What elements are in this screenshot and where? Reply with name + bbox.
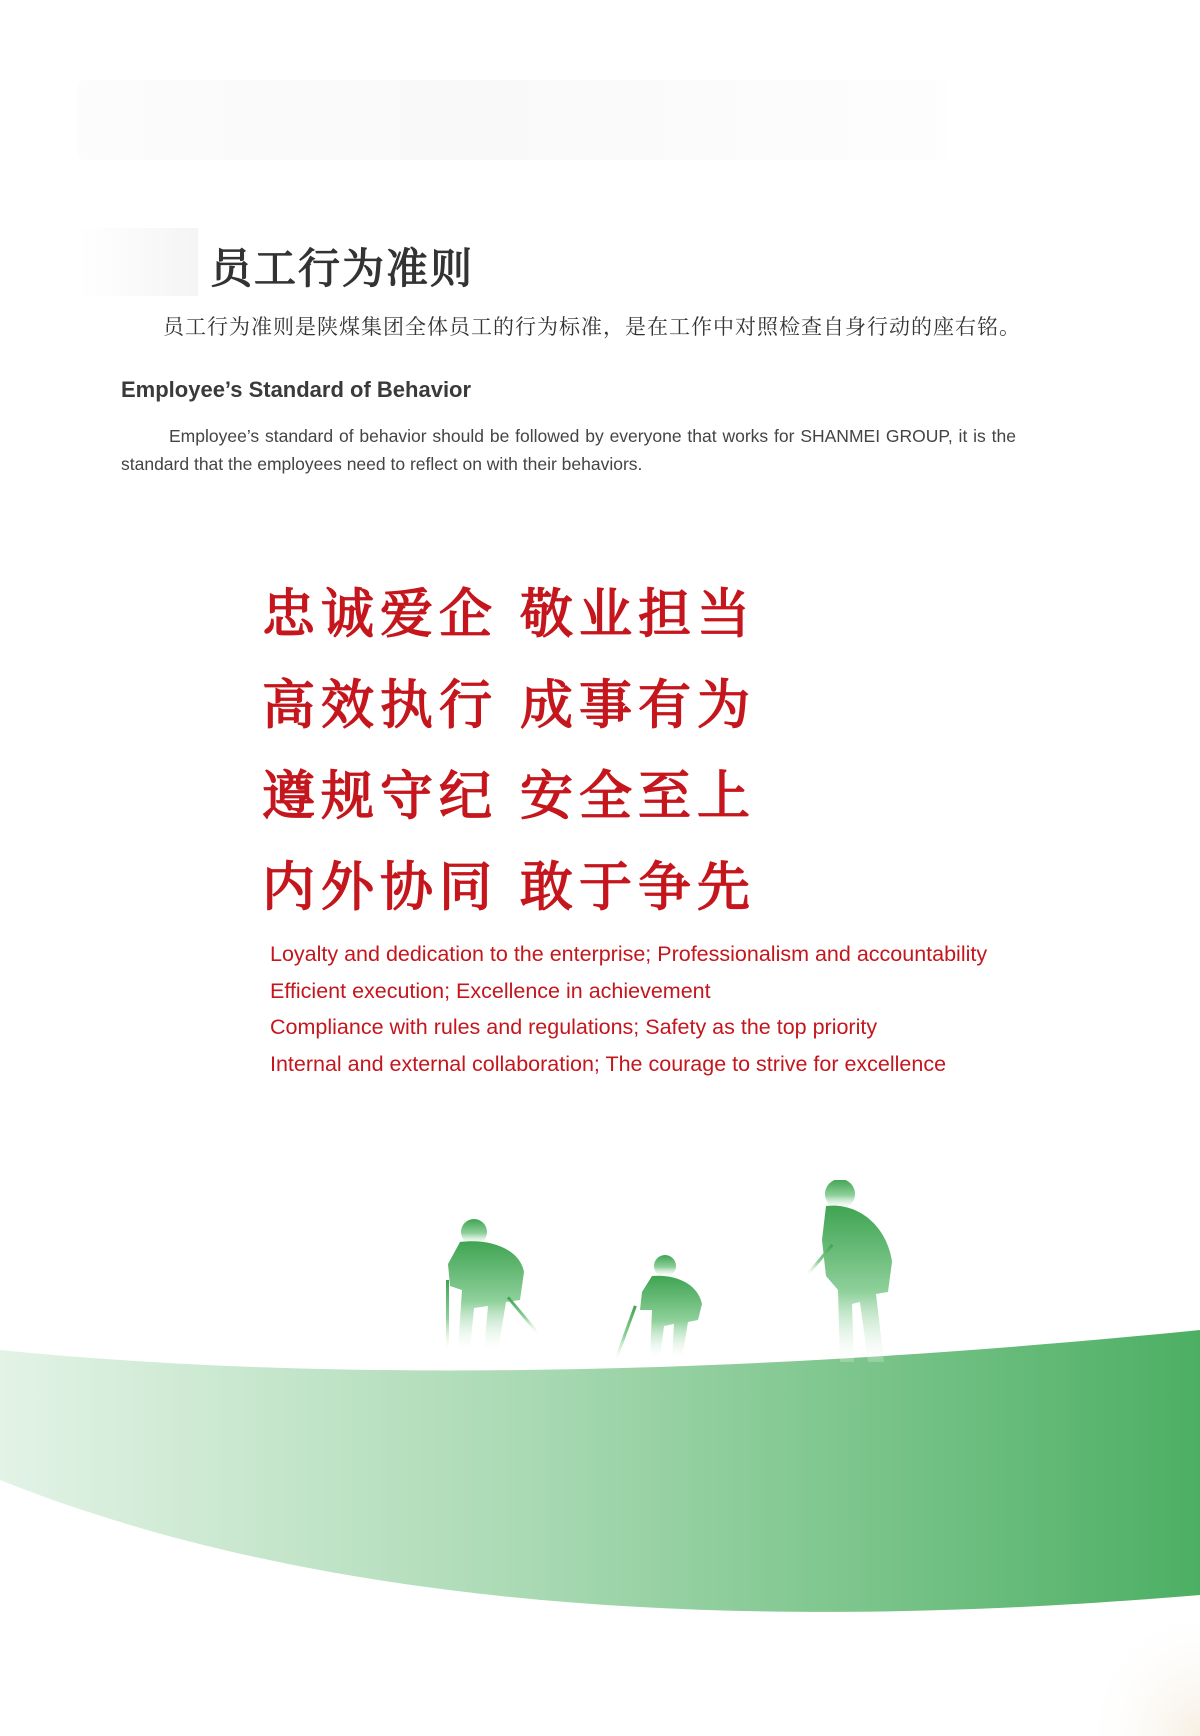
slogan-left: 遵规守纪	[262, 765, 498, 827]
slogan-left: 忠诚爱企	[262, 583, 498, 645]
hiker-silhouette-middle	[614, 1255, 702, 1361]
slogan-list	[262, 572, 962, 936]
slogan-right: 成事有为	[520, 674, 756, 736]
english-values-list	[270, 942, 1070, 1088]
slogan-line	[262, 845, 962, 936]
title-accent-block	[78, 228, 198, 296]
hiker-silhouette-right	[805, 1180, 892, 1362]
english-value-line: Loyalty and dedication to the enterprise; Professionalism and accountability	[270, 942, 988, 966]
english-value-line: Internal and external collaboration; The courage to strive for excellence	[270, 1051, 947, 1076]
slogan-right: 敢于争先	[520, 856, 756, 918]
slogan-left: 高效执行	[262, 674, 498, 736]
hiker-silhouette-left	[446, 1219, 540, 1350]
slogan-line	[262, 663, 962, 754]
english-intro: Employee’s standard of behavior should be followed by everyone that works for SHANMEI GROUP, it is the standard that the employees need to reflect on with their behaviors.	[121, 426, 1016, 474]
english-value-line: Efficient execution; Excellence in achievement	[270, 978, 711, 1003]
green-hill-band	[0, 1330, 1200, 1612]
english-value-line: Compliance with rules and regulations; Safety as the top priority	[270, 1015, 878, 1039]
slogan-right: 安全至上	[520, 765, 756, 827]
slogan-line	[262, 754, 962, 845]
page-title: 员工行为准则	[210, 244, 475, 293]
slogan-left: 内外协同	[262, 856, 498, 918]
hill-illustration	[0, 1180, 1200, 1736]
header-band	[78, 80, 948, 160]
chinese-intro: 员工行为准则是陕煤集团全体员工的行为标准，是在工作中对照检查自身行动的座右铭。	[163, 315, 1021, 339]
english-heading: Employee’s Standard of Behavior	[121, 377, 472, 402]
slogan-right: 敬业担当	[520, 583, 756, 645]
slogan-line	[262, 572, 962, 663]
